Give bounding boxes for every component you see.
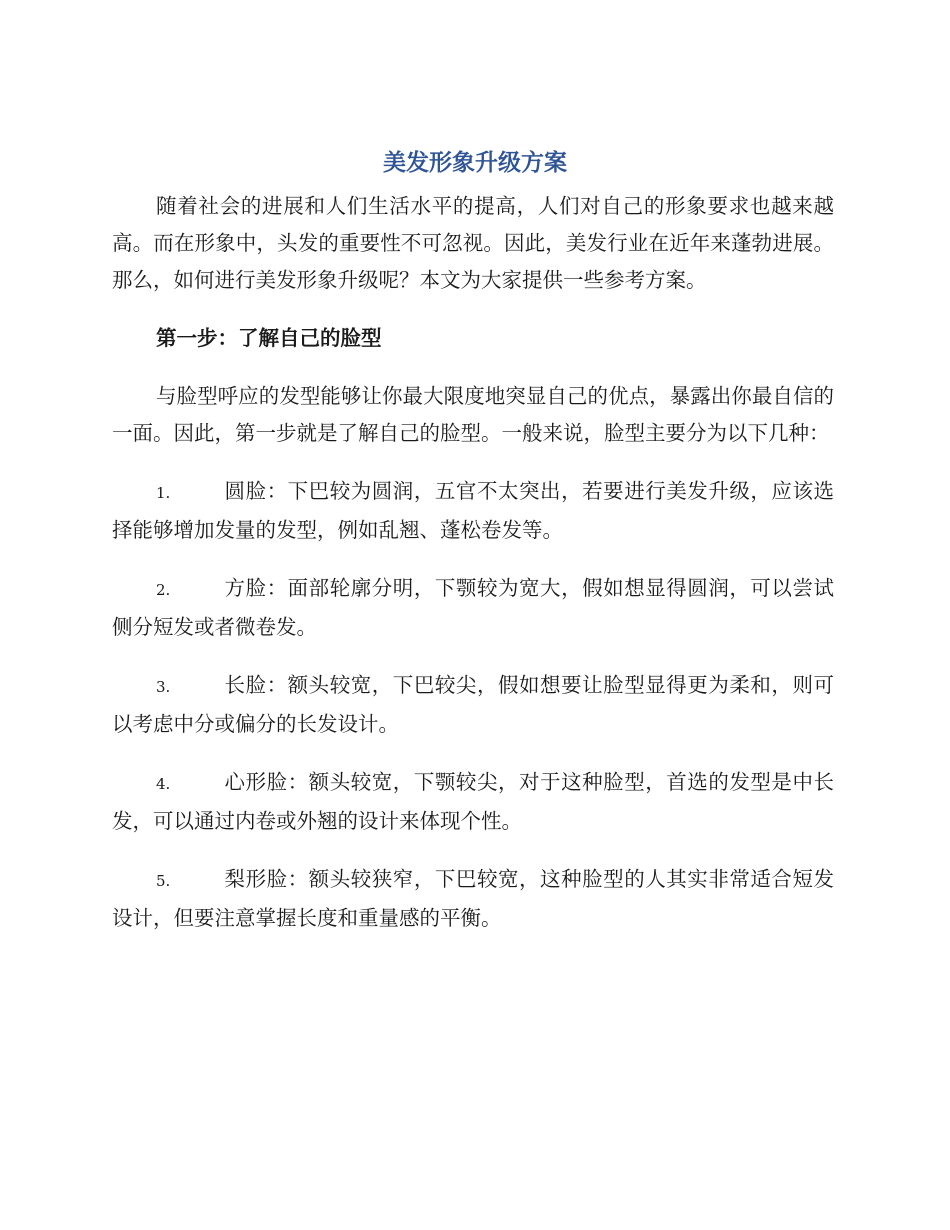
list-item: [112, 473, 834, 549]
list-item: [112, 764, 834, 840]
step1-lead-paragraph: 与脸型呼应的发型能够让你最大限度地突显自己的优点，暴露出你最自信的一面。因此，第一步就是了解自己的脸型。一般来说，脸型主要分为以下几种：: [112, 384, 834, 445]
list-item-number: 2.: [156, 581, 171, 599]
list-item-text: 方脸：面部轮廓分明，下颚较为宽大，假如想显得圆润，可以尝试侧分短发或者微卷发。: [112, 576, 834, 639]
face-type-list: [112, 473, 834, 937]
document-body: [112, 188, 834, 958]
list-item-number: 3.: [156, 678, 171, 696]
list-item: [112, 570, 834, 646]
list-item-text: 圆脸：下巴较为圆润，五官不太突出，若要进行美发升级，应该选择能够增加发量的发型，例如乱翘、蓬松卷发等。: [112, 479, 834, 542]
list-item-text: 梨形脸：额头较狭窄，下巴较宽，这种脸型的人其实非常适合短发设计，但要注意掌握长度和重量感的平衡。: [112, 867, 834, 930]
list-item-text: 心形脸：额头较宽，下颚较尖，对于这种脸型，首选的发型是中长发，可以通过内卷或外翘的设计来体现个性。: [112, 770, 834, 833]
document-title: 美发形象升级方案: [383, 150, 567, 176]
list-item-text: 长脸：额头较宽，下巴较尖，假如想要让脸型显得更为柔和，则可以考虑中分或偏分的长发设计。: [112, 673, 834, 736]
list-item-number: 4.: [156, 775, 171, 793]
list-item-number: 5.: [156, 872, 171, 890]
list-item-number: 1.: [156, 484, 171, 502]
list-item: [112, 861, 834, 937]
list-item: [112, 667, 834, 743]
step1-heading: 第一步：了解自己的脸型: [156, 326, 382, 350]
intro-paragraph: 随着社会的进展和人们生活水平的提高，人们对自己的形象要求也越来越高。而在形象中，头发的重要性不可忽视。因此，美发行业在近年来蓬勃进展。那么，如何进行美发形象升级呢？本文为大家提供一些参考方案。: [112, 194, 834, 292]
